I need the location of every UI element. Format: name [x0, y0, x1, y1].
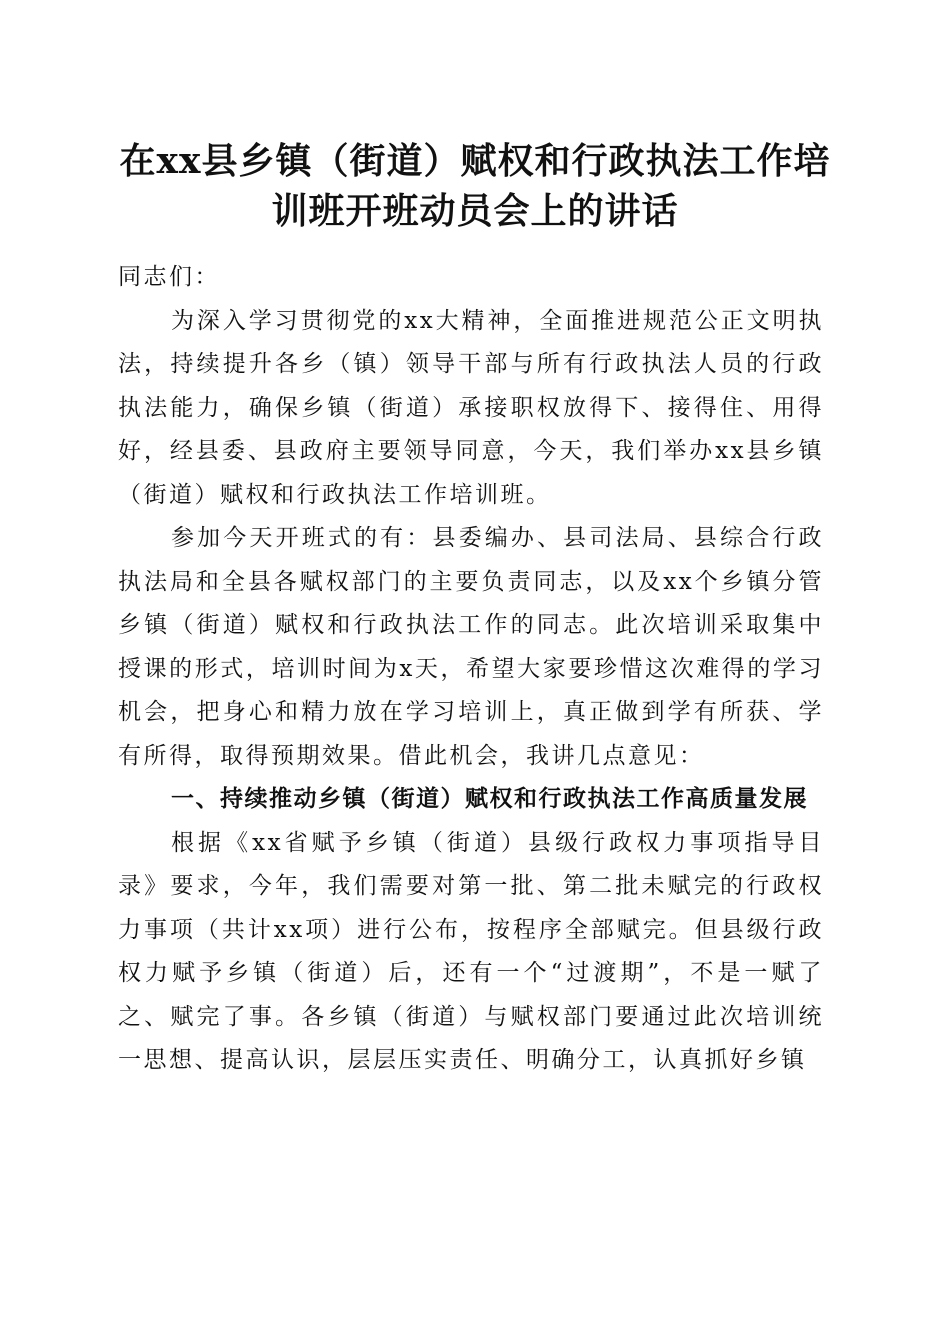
title-line-2: 训班开班动员会上的讲话 [271, 190, 679, 232]
document-title [100, 136, 850, 236]
paragraph-attendees: 参加今天开班式的有：县委编办、县司法局、县综合行政执法局和全县各赋权部门的主要负责同志，以及xx个乡镇分管乡镇（街道）赋权和行政执法工作的同志。此次培训采取集中授课的形式，培训时间为x天，希望大家要珍惜这次难得的学习机会，把身心和精力放在学习培训上，真正做到学有所获、学有所得，取得预期效果。借此机会，我讲几点意见： [118, 525, 824, 769]
paragraph-introduction: 为深入学习贯彻党的xx大精神，全面推进规范公正文明执法，持续提升各乡（镇）领导干部与所有行政执法人员的行政执法能力，确保乡镇（街道）承接职权放得下、接得住、用得好，经县委、县政府主要领导同意，今天，我们举办xx县乡镇（街道）赋权和行政执法工作培训班。 [118, 307, 824, 508]
salutation: 同志们： [118, 264, 220, 290]
title-line-1: 在xx县乡镇（街道）赋权和行政执法工作培 [119, 140, 831, 182]
paragraph-section-1: 根据《xx省赋予乡镇（街道）县级行政权力事项指导目录》要求，今年，我们需要对第一批、第二批未赋完的行政权力事项（共计xx项）进行公布，按程序全部赋完。但县级行政权力赋予乡镇（街道）后，还有一个“过渡期”，不是一赋了之、赋完了事。各乡镇（街道）与赋权部门要通过此次培训统一思想、提高认识，层层压实责任、明确分工，认真抓好乡镇 [118, 829, 824, 1073]
document-body [118, 256, 824, 1083]
section-heading-1: 一、持续推动乡镇（街道）赋权和行政执法工作高质量发展 [171, 786, 808, 812]
